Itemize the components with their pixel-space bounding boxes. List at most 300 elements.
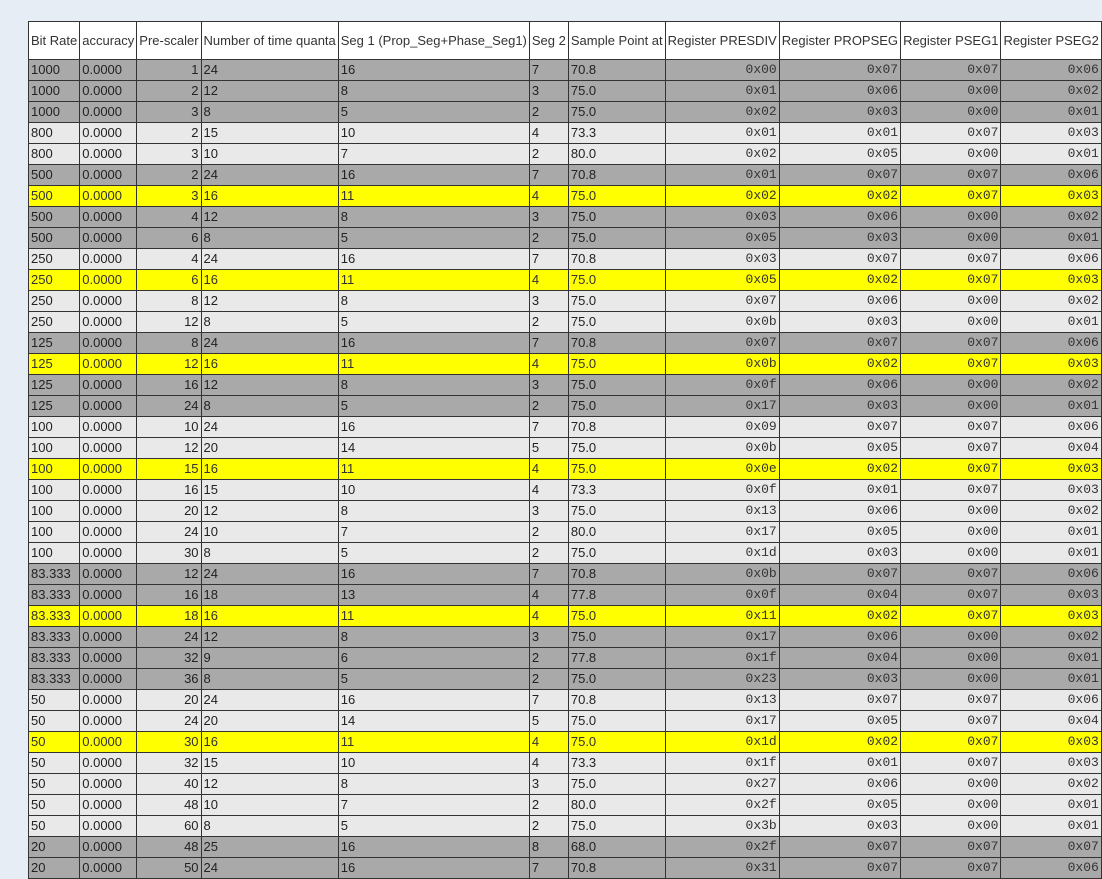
accuracy-cell: 0.0000 (80, 249, 137, 270)
propseg-cell: 0x06 (779, 81, 900, 102)
pseg1-cell: 0x00 (901, 291, 1001, 312)
seg1-cell: 8 (338, 627, 529, 648)
bit-rate-cell: 50 (29, 795, 80, 816)
accuracy-cell: 0.0000 (80, 165, 137, 186)
presdiv-cell: 0x03 (665, 207, 779, 228)
seg1-cell: 11 (338, 270, 529, 291)
prescaler-cell: 24 (137, 522, 201, 543)
seg2-cell: 2 (529, 228, 568, 249)
pseg1-cell: 0x00 (901, 396, 1001, 417)
seg2-cell: 4 (529, 186, 568, 207)
seg2-cell: 4 (529, 732, 568, 753)
seg2-cell: 4 (529, 123, 568, 144)
table-row (29, 585, 1102, 606)
seg1-cell: 8 (338, 774, 529, 795)
time-quanta-cell: 9 (201, 648, 338, 669)
sample-point-cell: 77.8 (568, 648, 665, 669)
bit-rate-cell: 83.333 (29, 564, 80, 585)
seg2-cell: 7 (529, 333, 568, 354)
seg1-cell: 8 (338, 207, 529, 228)
seg1-cell: 16 (338, 417, 529, 438)
sample-point-cell: 73.3 (568, 753, 665, 774)
accuracy-cell: 0.0000 (80, 228, 137, 249)
sample-point-cell: 75.0 (568, 438, 665, 459)
presdiv-cell: 0x17 (665, 396, 779, 417)
presdiv-cell: 0x0b (665, 312, 779, 333)
seg2-cell: 2 (529, 648, 568, 669)
presdiv-cell: 0x11 (665, 606, 779, 627)
prescaler-cell: 2 (137, 165, 201, 186)
time-quanta-cell: 24 (201, 417, 338, 438)
seg1-cell: 16 (338, 837, 529, 858)
pseg2-cell: 0x06 (1001, 333, 1101, 354)
sample-point-cell: 73.3 (568, 123, 665, 144)
time-quanta-cell: 12 (201, 501, 338, 522)
table-row (29, 207, 1102, 228)
accuracy-cell: 0.0000 (80, 375, 137, 396)
accuracy-cell: 0.0000 (80, 438, 137, 459)
sample-point-cell: 75.0 (568, 354, 665, 375)
time-quanta-cell: 8 (201, 102, 338, 123)
pseg1-cell: 0x07 (901, 858, 1001, 879)
seg2-cell: 2 (529, 816, 568, 837)
prescaler-cell: 60 (137, 816, 201, 837)
bit-rate-cell: 20 (29, 837, 80, 858)
seg2-cell: 5 (529, 711, 568, 732)
prescaler-cell: 3 (137, 144, 201, 165)
pseg1-cell: 0x00 (901, 312, 1001, 333)
time-quanta-cell: 24 (201, 333, 338, 354)
seg1-cell: 8 (338, 81, 529, 102)
seg2-cell: 2 (529, 396, 568, 417)
seg1-cell: 11 (338, 606, 529, 627)
accuracy-cell: 0.0000 (80, 459, 137, 480)
propseg-cell: 0x03 (779, 816, 900, 837)
seg1-cell: 16 (338, 249, 529, 270)
presdiv-cell: 0x1d (665, 543, 779, 564)
pseg2-cell: 0x03 (1001, 186, 1101, 207)
seg1-cell: 16 (338, 858, 529, 879)
accuracy-cell: 0.0000 (80, 186, 137, 207)
prescaler-cell: 12 (137, 564, 201, 585)
pseg1-cell: 0x07 (901, 249, 1001, 270)
time-quanta-cell: 24 (201, 564, 338, 585)
prescaler-cell: 16 (137, 375, 201, 396)
bit-rate-cell: 50 (29, 816, 80, 837)
pseg2-cell: 0x01 (1001, 522, 1101, 543)
presdiv-cell: 0x0b (665, 564, 779, 585)
seg2-cell: 2 (529, 312, 568, 333)
table-header-row (29, 22, 1102, 60)
presdiv-cell: 0x17 (665, 711, 779, 732)
pseg2-cell: 0x01 (1001, 795, 1101, 816)
seg2-cell: 2 (529, 543, 568, 564)
seg2-cell: 7 (529, 858, 568, 879)
table-row (29, 606, 1102, 627)
pseg2-cell: 0x03 (1001, 753, 1101, 774)
prescaler-cell: 16 (137, 480, 201, 501)
presdiv-cell: 0x01 (665, 123, 779, 144)
bit-rate-cell: 250 (29, 249, 80, 270)
bit-rate-cell: 100 (29, 522, 80, 543)
header-register-presdiv: Register PRESDIV (665, 22, 779, 60)
sample-point-cell: 70.8 (568, 249, 665, 270)
sample-point-cell: 75.0 (568, 102, 665, 123)
time-quanta-cell: 24 (201, 249, 338, 270)
time-quanta-cell: 20 (201, 438, 338, 459)
seg1-cell: 16 (338, 333, 529, 354)
propseg-cell: 0x06 (779, 627, 900, 648)
seg2-cell: 4 (529, 270, 568, 291)
pseg2-cell: 0x07 (1001, 837, 1101, 858)
pseg2-cell: 0x04 (1001, 438, 1101, 459)
table-row (29, 144, 1102, 165)
bit-rate-cell: 100 (29, 501, 80, 522)
pseg2-cell: 0x01 (1001, 543, 1101, 564)
table-row (29, 438, 1102, 459)
propseg-cell: 0x07 (779, 333, 900, 354)
sample-point-cell: 75.0 (568, 627, 665, 648)
pseg2-cell: 0x01 (1001, 669, 1101, 690)
table-row (29, 858, 1102, 879)
prescaler-cell: 2 (137, 123, 201, 144)
presdiv-cell: 0x07 (665, 333, 779, 354)
table-row (29, 396, 1102, 417)
propseg-cell: 0x01 (779, 123, 900, 144)
time-quanta-cell: 8 (201, 543, 338, 564)
prescaler-cell: 20 (137, 690, 201, 711)
presdiv-cell: 0x0b (665, 354, 779, 375)
time-quanta-cell: 12 (201, 81, 338, 102)
seg1-cell: 5 (338, 312, 529, 333)
pseg2-cell: 0x02 (1001, 207, 1101, 228)
propseg-cell: 0x05 (779, 144, 900, 165)
seg2-cell: 2 (529, 102, 568, 123)
time-quanta-cell: 12 (201, 291, 338, 312)
presdiv-cell: 0x13 (665, 501, 779, 522)
seg1-cell: 7 (338, 522, 529, 543)
table-row (29, 648, 1102, 669)
propseg-cell: 0x03 (779, 543, 900, 564)
time-quanta-cell: 12 (201, 774, 338, 795)
header-prescaler: Pre-scaler (137, 22, 201, 60)
prescaler-cell: 3 (137, 186, 201, 207)
presdiv-cell: 0x0f (665, 375, 779, 396)
seg1-cell: 8 (338, 375, 529, 396)
table-row (29, 753, 1102, 774)
header-register-pseg1: Register PSEG1 (901, 22, 1001, 60)
seg2-cell: 2 (529, 795, 568, 816)
prescaler-cell: 16 (137, 585, 201, 606)
seg1-cell: 11 (338, 732, 529, 753)
bit-rate-cell: 100 (29, 543, 80, 564)
prescaler-cell: 50 (137, 858, 201, 879)
pseg2-cell: 0x03 (1001, 354, 1101, 375)
prescaler-cell: 12 (137, 312, 201, 333)
seg2-cell: 2 (529, 522, 568, 543)
accuracy-cell: 0.0000 (80, 837, 137, 858)
presdiv-cell: 0x1f (665, 648, 779, 669)
seg1-cell: 6 (338, 648, 529, 669)
seg1-cell: 5 (338, 228, 529, 249)
bit-rate-cell: 500 (29, 228, 80, 249)
presdiv-cell: 0x2f (665, 837, 779, 858)
table-row (29, 312, 1102, 333)
presdiv-cell: 0x23 (665, 669, 779, 690)
seg1-cell: 13 (338, 585, 529, 606)
table-row (29, 501, 1102, 522)
propseg-cell: 0x07 (779, 564, 900, 585)
pseg2-cell: 0x01 (1001, 648, 1101, 669)
presdiv-cell: 0x00 (665, 60, 779, 81)
seg2-cell: 4 (529, 753, 568, 774)
pseg2-cell: 0x02 (1001, 627, 1101, 648)
pseg1-cell: 0x07 (901, 459, 1001, 480)
pseg2-cell: 0x06 (1001, 249, 1101, 270)
prescaler-cell: 40 (137, 774, 201, 795)
pseg1-cell: 0x00 (901, 648, 1001, 669)
sample-point-cell: 70.8 (568, 858, 665, 879)
accuracy-cell: 0.0000 (80, 291, 137, 312)
accuracy-cell: 0.0000 (80, 60, 137, 81)
table-row (29, 711, 1102, 732)
accuracy-cell: 0.0000 (80, 648, 137, 669)
propseg-cell: 0x02 (779, 354, 900, 375)
table-row (29, 60, 1102, 81)
table-row (29, 522, 1102, 543)
bit-rate-cell: 83.333 (29, 669, 80, 690)
time-quanta-cell: 16 (201, 732, 338, 753)
sample-point-cell: 80.0 (568, 144, 665, 165)
presdiv-cell: 0x2f (665, 795, 779, 816)
pseg2-cell: 0x02 (1001, 375, 1101, 396)
time-quanta-cell: 16 (201, 606, 338, 627)
seg1-cell: 8 (338, 291, 529, 312)
table-row (29, 564, 1102, 585)
bit-rate-cell: 50 (29, 732, 80, 753)
sample-point-cell: 75.0 (568, 732, 665, 753)
propseg-cell: 0x07 (779, 249, 900, 270)
pseg2-cell: 0x03 (1001, 732, 1101, 753)
presdiv-cell: 0x02 (665, 144, 779, 165)
bit-rate-cell: 1000 (29, 81, 80, 102)
seg2-cell: 7 (529, 564, 568, 585)
table-row (29, 837, 1102, 858)
seg1-cell: 5 (338, 543, 529, 564)
pseg2-cell: 0x03 (1001, 606, 1101, 627)
pseg1-cell: 0x07 (901, 186, 1001, 207)
seg1-cell: 5 (338, 669, 529, 690)
propseg-cell: 0x07 (779, 858, 900, 879)
seg1-cell: 14 (338, 711, 529, 732)
pseg2-cell: 0x06 (1001, 165, 1101, 186)
presdiv-cell: 0x01 (665, 81, 779, 102)
pseg2-cell: 0x03 (1001, 459, 1101, 480)
prescaler-cell: 8 (137, 333, 201, 354)
accuracy-cell: 0.0000 (80, 564, 137, 585)
propseg-cell: 0x03 (779, 312, 900, 333)
prescaler-cell: 32 (137, 753, 201, 774)
seg2-cell: 8 (529, 837, 568, 858)
seg2-cell: 3 (529, 774, 568, 795)
pseg2-cell: 0x06 (1001, 60, 1101, 81)
presdiv-cell: 0x31 (665, 858, 779, 879)
table-row (29, 732, 1102, 753)
seg2-cell: 3 (529, 207, 568, 228)
prescaler-cell: 10 (137, 417, 201, 438)
bit-rate-cell: 125 (29, 333, 80, 354)
time-quanta-cell: 10 (201, 144, 338, 165)
accuracy-cell: 0.0000 (80, 396, 137, 417)
prescaler-cell: 32 (137, 648, 201, 669)
table-row (29, 459, 1102, 480)
pseg2-cell: 0x02 (1001, 81, 1101, 102)
presdiv-cell: 0x09 (665, 417, 779, 438)
time-quanta-cell: 10 (201, 522, 338, 543)
seg1-cell: 11 (338, 186, 529, 207)
table-row (29, 417, 1102, 438)
pseg1-cell: 0x07 (901, 711, 1001, 732)
pseg1-cell: 0x00 (901, 102, 1001, 123)
accuracy-cell: 0.0000 (80, 501, 137, 522)
table-row (29, 270, 1102, 291)
propseg-cell: 0x01 (779, 480, 900, 501)
accuracy-cell: 0.0000 (80, 123, 137, 144)
time-quanta-cell: 15 (201, 123, 338, 144)
pseg1-cell: 0x07 (901, 480, 1001, 501)
prescaler-cell: 48 (137, 795, 201, 816)
seg2-cell: 4 (529, 354, 568, 375)
time-quanta-cell: 12 (201, 207, 338, 228)
propseg-cell: 0x07 (779, 60, 900, 81)
prescaler-cell: 20 (137, 501, 201, 522)
sample-point-cell: 75.0 (568, 396, 665, 417)
bit-rate-cell: 125 (29, 354, 80, 375)
accuracy-cell: 0.0000 (80, 144, 137, 165)
time-quanta-cell: 16 (201, 459, 338, 480)
table-row (29, 375, 1102, 396)
pseg1-cell: 0x07 (901, 564, 1001, 585)
pseg1-cell: 0x07 (901, 270, 1001, 291)
bit-rate-cell: 1000 (29, 102, 80, 123)
propseg-cell: 0x02 (779, 270, 900, 291)
prescaler-cell: 15 (137, 459, 201, 480)
bit-rate-cell: 500 (29, 186, 80, 207)
time-quanta-cell: 16 (201, 186, 338, 207)
time-quanta-cell: 8 (201, 669, 338, 690)
pseg1-cell: 0x07 (901, 333, 1001, 354)
accuracy-cell: 0.0000 (80, 354, 137, 375)
sample-point-cell: 70.8 (568, 417, 665, 438)
sample-point-cell: 75.0 (568, 270, 665, 291)
pseg2-cell: 0x02 (1001, 291, 1101, 312)
presdiv-cell: 0x05 (665, 228, 779, 249)
presdiv-cell: 0x03 (665, 249, 779, 270)
presdiv-cell: 0x0f (665, 585, 779, 606)
seg2-cell: 4 (529, 585, 568, 606)
propseg-cell: 0x02 (779, 459, 900, 480)
pseg2-cell: 0x06 (1001, 690, 1101, 711)
bit-rate-cell: 83.333 (29, 627, 80, 648)
propseg-cell: 0x06 (779, 375, 900, 396)
accuracy-cell: 0.0000 (80, 417, 137, 438)
table-row (29, 690, 1102, 711)
table-row (29, 81, 1102, 102)
propseg-cell: 0x07 (779, 690, 900, 711)
pseg2-cell: 0x06 (1001, 564, 1101, 585)
propseg-cell: 0x03 (779, 396, 900, 417)
pseg2-cell: 0x06 (1001, 858, 1101, 879)
propseg-cell: 0x02 (779, 732, 900, 753)
pseg2-cell: 0x01 (1001, 396, 1101, 417)
table-row (29, 627, 1102, 648)
seg1-cell: 16 (338, 564, 529, 585)
prescaler-cell: 18 (137, 606, 201, 627)
pseg1-cell: 0x07 (901, 438, 1001, 459)
table-row (29, 795, 1102, 816)
prescaler-cell: 12 (137, 354, 201, 375)
pseg1-cell: 0x00 (901, 81, 1001, 102)
table-row (29, 102, 1102, 123)
propseg-cell: 0x01 (779, 753, 900, 774)
time-quanta-cell: 24 (201, 690, 338, 711)
time-quanta-cell: 10 (201, 795, 338, 816)
sample-point-cell: 75.0 (568, 186, 665, 207)
presdiv-cell: 0x1f (665, 753, 779, 774)
sample-point-cell: 75.0 (568, 669, 665, 690)
seg2-cell: 7 (529, 165, 568, 186)
accuracy-cell: 0.0000 (80, 102, 137, 123)
propseg-cell: 0x05 (779, 711, 900, 732)
table-row (29, 123, 1102, 144)
bit-rate-cell: 125 (29, 396, 80, 417)
seg1-cell: 5 (338, 396, 529, 417)
bit-rate-cell: 50 (29, 753, 80, 774)
seg1-cell: 5 (338, 102, 529, 123)
seg2-cell: 3 (529, 81, 568, 102)
accuracy-cell: 0.0000 (80, 81, 137, 102)
prescaler-cell: 4 (137, 249, 201, 270)
presdiv-cell: 0x02 (665, 186, 779, 207)
propseg-cell: 0x06 (779, 774, 900, 795)
bit-rate-cell: 100 (29, 459, 80, 480)
table-row (29, 228, 1102, 249)
prescaler-cell: 48 (137, 837, 201, 858)
seg2-cell: 7 (529, 249, 568, 270)
propseg-cell: 0x06 (779, 291, 900, 312)
accuracy-cell: 0.0000 (80, 333, 137, 354)
propseg-cell: 0x06 (779, 207, 900, 228)
pseg1-cell: 0x00 (901, 228, 1001, 249)
prescaler-cell: 24 (137, 627, 201, 648)
accuracy-cell: 0.0000 (80, 606, 137, 627)
table-row (29, 669, 1102, 690)
bit-rate-cell: 20 (29, 858, 80, 879)
table-row (29, 354, 1102, 375)
seg2-cell: 4 (529, 459, 568, 480)
bit-rate-cell: 800 (29, 144, 80, 165)
table-row (29, 816, 1102, 837)
pseg2-cell: 0x01 (1001, 312, 1101, 333)
accuracy-cell: 0.0000 (80, 732, 137, 753)
pseg2-cell: 0x01 (1001, 228, 1101, 249)
pseg1-cell: 0x07 (901, 606, 1001, 627)
bit-rate-cell: 50 (29, 711, 80, 732)
presdiv-cell: 0x07 (665, 291, 779, 312)
time-quanta-cell: 18 (201, 585, 338, 606)
propseg-cell: 0x02 (779, 606, 900, 627)
pseg1-cell: 0x00 (901, 207, 1001, 228)
